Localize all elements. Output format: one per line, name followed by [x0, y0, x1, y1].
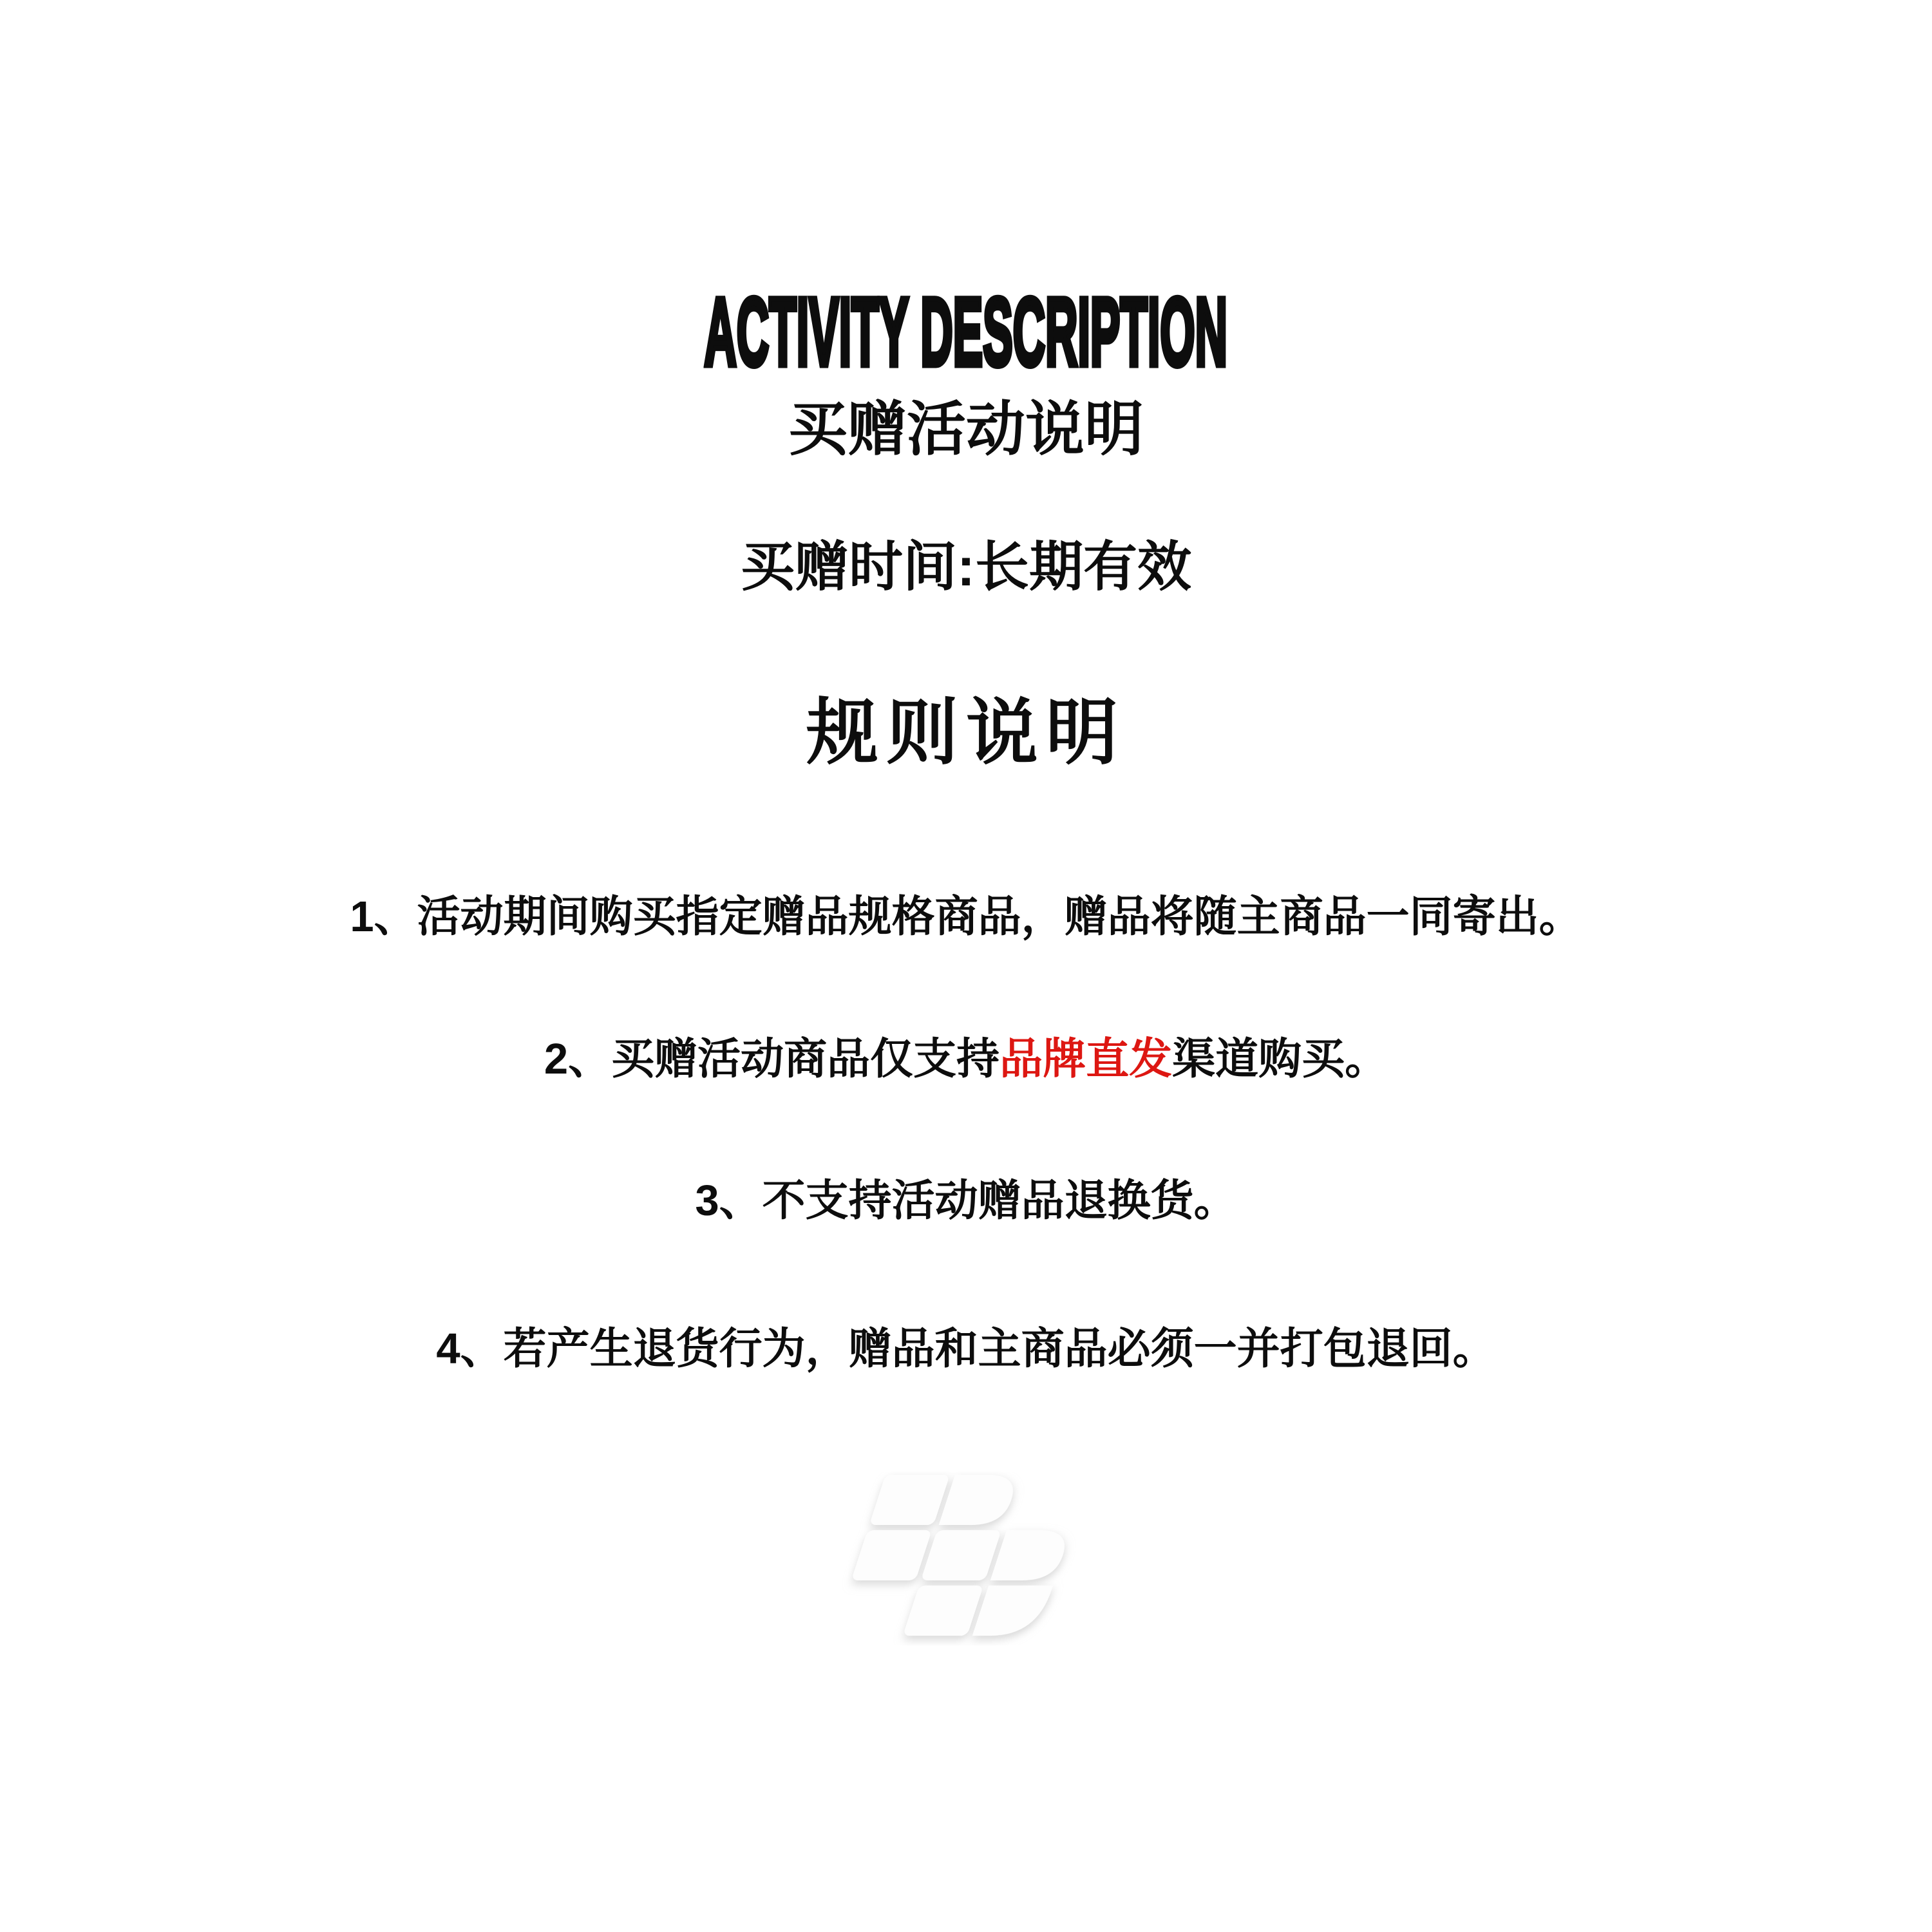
rule-1-text: 1、活动期间购买指定赠品规格商品，赠品将随主商品一同寄出。	[350, 893, 1582, 941]
logo-panel-bottom-bowl	[972, 1586, 1053, 1636]
rules-heading-row	[0, 691, 1932, 775]
rule-line-2	[0, 1030, 1932, 1088]
brand-watermark-logo	[831, 1472, 1088, 1645]
logo-panel-right-bowl	[990, 1530, 1071, 1580]
rule-2-text: 2、买赠活动商品仅支持	[544, 1035, 1000, 1083]
header-subtitle-row	[0, 397, 1932, 462]
logo-panel-bottom-stem	[903, 1586, 983, 1636]
rule-2-after: 渠道购买。	[1172, 1035, 1388, 1083]
rule-line-4	[0, 1320, 1932, 1378]
logo-panel-left-stem	[851, 1530, 932, 1580]
promo-period-row	[0, 535, 1932, 599]
rule-2-highlight: 品牌直发	[999, 1035, 1173, 1083]
rule-3-text: 3、不支持活动赠品退换货。	[695, 1177, 1237, 1225]
header	[0, 278, 1932, 386]
rules-heading: 规则说明	[806, 692, 1126, 773]
rule-4-text: 4、若产生退货行为，赠品和主商品必须一并打包退回。	[436, 1325, 1496, 1373]
page-title-cn: 买赠活动说明	[788, 397, 1144, 462]
rule-line-3	[0, 1172, 1932, 1230]
page-title-en: ACTIVITY DESCRIPTION	[704, 278, 1228, 386]
promo-period-text: 买赠时间:长期有效	[741, 536, 1191, 597]
logo-panel-middle	[921, 1530, 1001, 1580]
rule-line-1	[0, 888, 1932, 946]
logo-panel-top-left	[869, 1475, 950, 1525]
logo-panel-top-bowl	[939, 1475, 1019, 1525]
